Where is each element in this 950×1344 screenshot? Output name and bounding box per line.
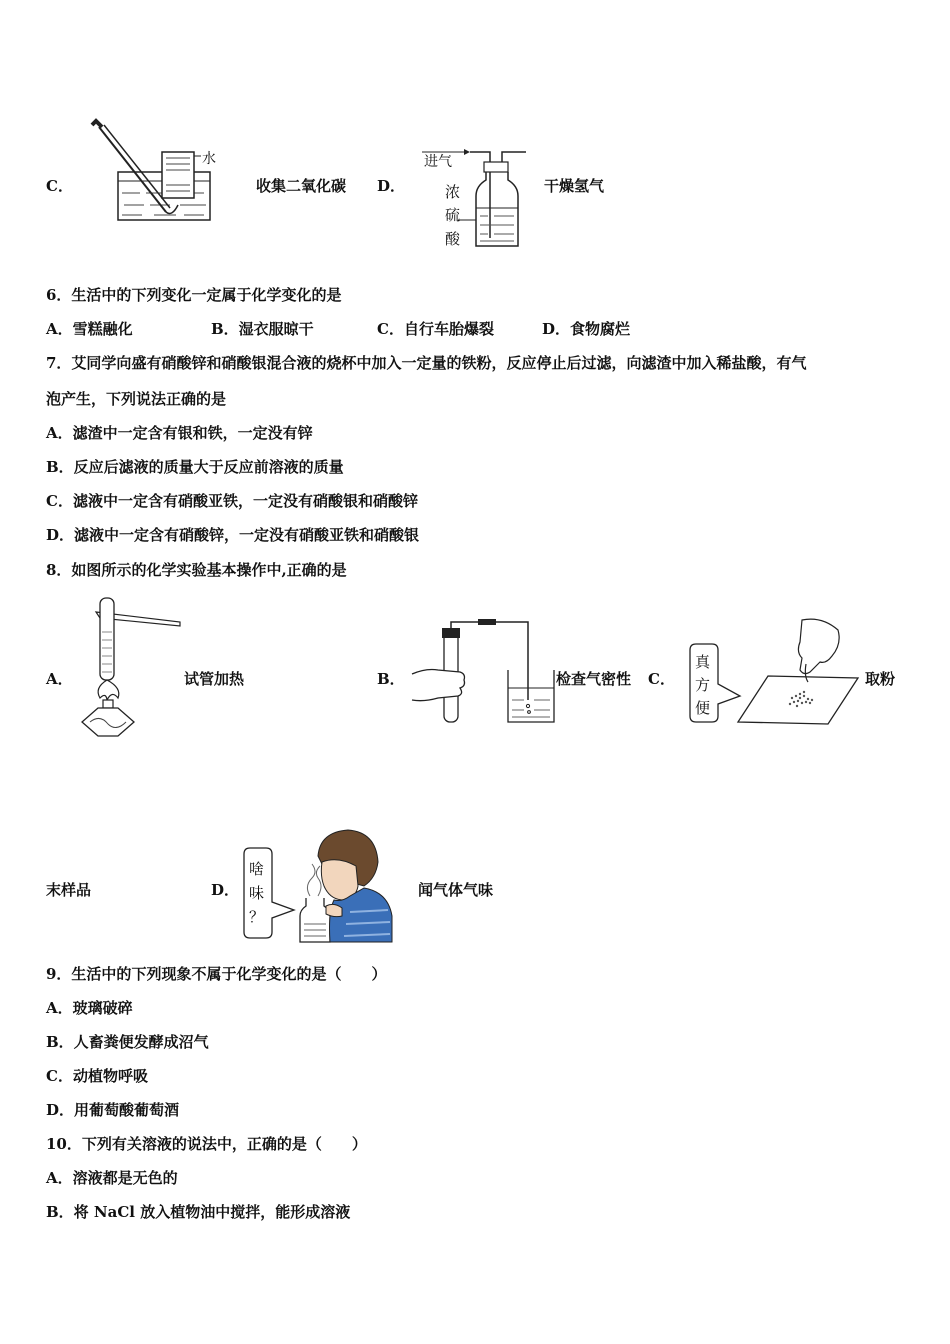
bubble-char-1: 真 <box>695 653 711 671</box>
q6-option-a: A．雪糕融化 <box>46 320 133 338</box>
q10-stem: 10．下列有关溶液的说法中，正确的是（ ） <box>46 1135 367 1153</box>
co2-collection-figure <box>84 115 216 225</box>
q8-option-d-caption: 闻气体气味 <box>418 881 494 899</box>
q8-option-c-caption-cont: 末样品 <box>46 881 92 899</box>
q10-option-a: A．溶液都是无色的 <box>46 1169 178 1187</box>
bubble-char-2: 味 <box>249 884 265 902</box>
q7-option-b: B．反应后滤液的质量大于反应前溶液的质量 <box>46 458 344 476</box>
q8-option-c-caption: 取粉 <box>865 670 896 688</box>
q9-option-a: A．玻璃破碎 <box>46 999 133 1017</box>
acid-label-1: 浓 <box>445 183 461 201</box>
acid-label-3: 酸 <box>445 230 461 248</box>
q8-stem: 8．如图所示的化学实验基本操作中,正确的是 <box>46 561 347 579</box>
q8-option-c-letter: C． <box>648 670 675 688</box>
q7-stem-line2: 泡产生，下列说法正确的是 <box>46 390 227 408</box>
bubble-char-3: 便 <box>695 699 711 717</box>
water-label: 水 <box>202 151 216 167</box>
bubble-char-3: ？ <box>249 908 265 926</box>
airtightness-check-figure <box>408 614 560 726</box>
q8-option-a-letter: A． <box>46 670 73 688</box>
q5-option-c-letter: C． <box>46 177 73 195</box>
test-tube-heating-figure <box>78 596 184 738</box>
q7-option-d: D．滤液中一定含有硝酸锌，一定没有硝酸亚铁和硝酸银 <box>46 526 420 544</box>
q7-stem-line1: 7．艾同学向盛有硝酸锌和硝酸银混合液的烧杯中加入一定量的铁粉，反应停止后过滤，向滤渣中加入稀盐酸，有气 <box>46 354 807 372</box>
q8-option-b-letter: B． <box>377 670 405 688</box>
q5-option-d-letter: D． <box>377 177 406 195</box>
q9-option-d: D．用葡萄酸葡萄酒 <box>46 1101 180 1119</box>
q8-option-b-caption: 检查气密性 <box>556 670 632 688</box>
smelling-gas-figure <box>238 826 394 944</box>
q6-option-c: C．自行车胎爆裂 <box>377 320 494 338</box>
q6-stem: 6．生活中的下列变化一定属于化学变化的是 <box>46 286 342 304</box>
q7-option-a: A．滤渣中一定含有银和铁，一定没有锌 <box>46 424 313 442</box>
q9-option-b: B．人畜粪便发酵成沼气 <box>46 1033 209 1051</box>
q9-stem: 9．生活中的下列现象不属于化学变化的是（ ） <box>46 965 387 983</box>
gas-in-label: 进气 <box>424 154 452 170</box>
q6-option-b: B．湿衣服晾干 <box>211 320 314 338</box>
q8-option-d-letter: D． <box>211 881 240 899</box>
hydrogen-drying-bottle-figure <box>418 140 528 252</box>
bubble-char-1: 啥 <box>249 860 265 878</box>
q7-option-c: C．滤液中一定含有硝酸亚铁，一定没有硝酸银和硝酸锌 <box>46 492 418 510</box>
q9-option-c: C．动植物呼吸 <box>46 1067 148 1085</box>
q6-option-d: D．食物腐烂 <box>542 320 631 338</box>
acid-label-2: 硫 <box>445 206 461 224</box>
powder-sampling-figure <box>682 616 862 728</box>
q5-option-c-caption: 收集二氧化碳 <box>256 177 347 195</box>
q10-option-b: B．将 NaCl 放入植物油中搅拌，能形成溶液 <box>46 1203 351 1221</box>
q5-option-d-caption: 干燥氢气 <box>544 177 605 195</box>
bubble-char-2: 方 <box>695 676 711 694</box>
q8-option-a-caption: 试管加热 <box>184 670 245 688</box>
